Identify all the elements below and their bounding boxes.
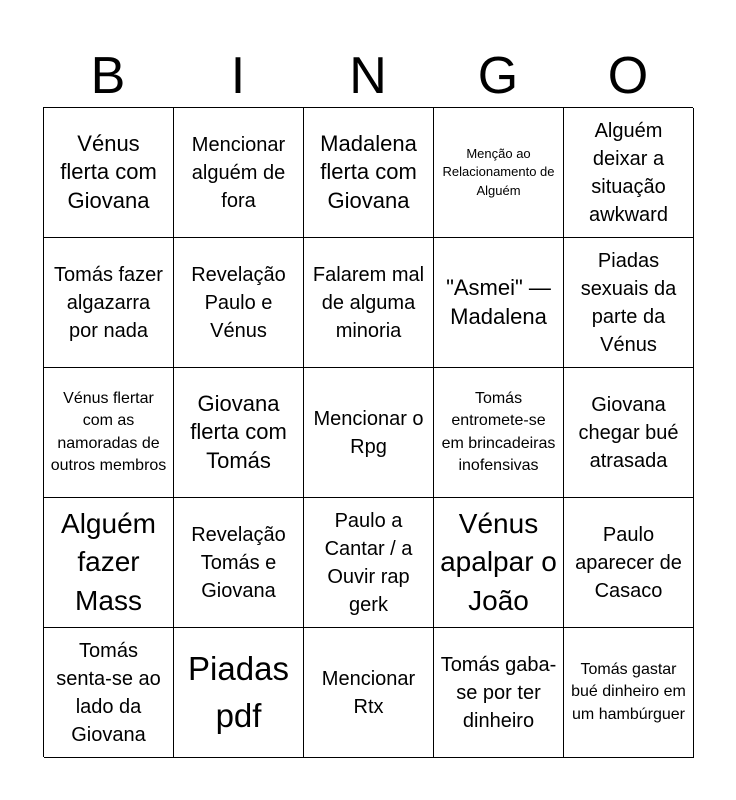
header-letter-g: G xyxy=(477,47,519,105)
header-letter-b: B xyxy=(90,47,126,105)
bingo-cell[interactable]: Tomás gastar bué dinheiro em um hambúrguer xyxy=(564,628,694,758)
bingo-cell[interactable]: Paulo a Cantar / a Ouvir rap gerk xyxy=(304,498,434,628)
bingo-cell[interactable]: Alguém fazer Mass xyxy=(44,498,174,628)
header-letter-n: N xyxy=(349,47,387,105)
header-letter-i: I xyxy=(230,47,246,105)
bingo-cell[interactable]: Vénus flerta com Giovana xyxy=(44,108,174,238)
bingo-cell[interactable]: Tomás entromete-se em brincadeiras inofensivas xyxy=(434,368,564,498)
bingo-cell[interactable]: Piadas pdf xyxy=(174,628,304,758)
bingo-cell[interactable]: Tomás fazer algazarra por nada xyxy=(44,238,174,368)
bingo-cell[interactable]: "Asmei" — Madalena xyxy=(434,238,564,368)
bingo-cell[interactable]: Falarem mal de alguma minoria xyxy=(304,238,434,368)
bingo-cell[interactable]: Paulo aparecer de Casaco xyxy=(564,498,694,628)
header-letter-o: O xyxy=(607,47,649,105)
bingo-cell[interactable]: Mencionar o Rpg xyxy=(304,368,434,498)
bingo-cell[interactable]: Tomás gaba-se por ter dinheiro xyxy=(434,628,564,758)
bingo-cell[interactable]: Vénus apalpar o João xyxy=(434,498,564,628)
bingo-header xyxy=(43,48,693,104)
bingo-grid xyxy=(43,107,693,757)
bingo-cell[interactable]: Revelação Paulo e Vénus xyxy=(174,238,304,368)
bingo-cell[interactable]: Tomás senta-se ao lado da Giovana xyxy=(44,628,174,758)
bingo-cell[interactable]: Piadas sexuais da parte da Vénus xyxy=(564,238,694,368)
bingo-cell[interactable]: Madalena flerta com Giovana xyxy=(304,108,434,238)
bingo-cell[interactable]: Revelação Tomás e Giovana xyxy=(174,498,304,628)
bingo-cell[interactable]: Giovana chegar bué atrasada xyxy=(564,368,694,498)
bingo-cell[interactable]: Vénus flertar com as namoradas de outros membros xyxy=(44,368,174,498)
bingo-cell[interactable]: Menção ao Relacionamento de Alguém xyxy=(434,108,564,238)
bingo-cell[interactable]: Mencionar alguém de fora xyxy=(174,108,304,238)
bingo-cell[interactable]: Mencionar Rtx xyxy=(304,628,434,758)
bingo-cell[interactable]: Alguém deixar a situação awkward xyxy=(564,108,694,238)
bingo-cell[interactable]: Giovana flerta com Tomás xyxy=(174,368,304,498)
